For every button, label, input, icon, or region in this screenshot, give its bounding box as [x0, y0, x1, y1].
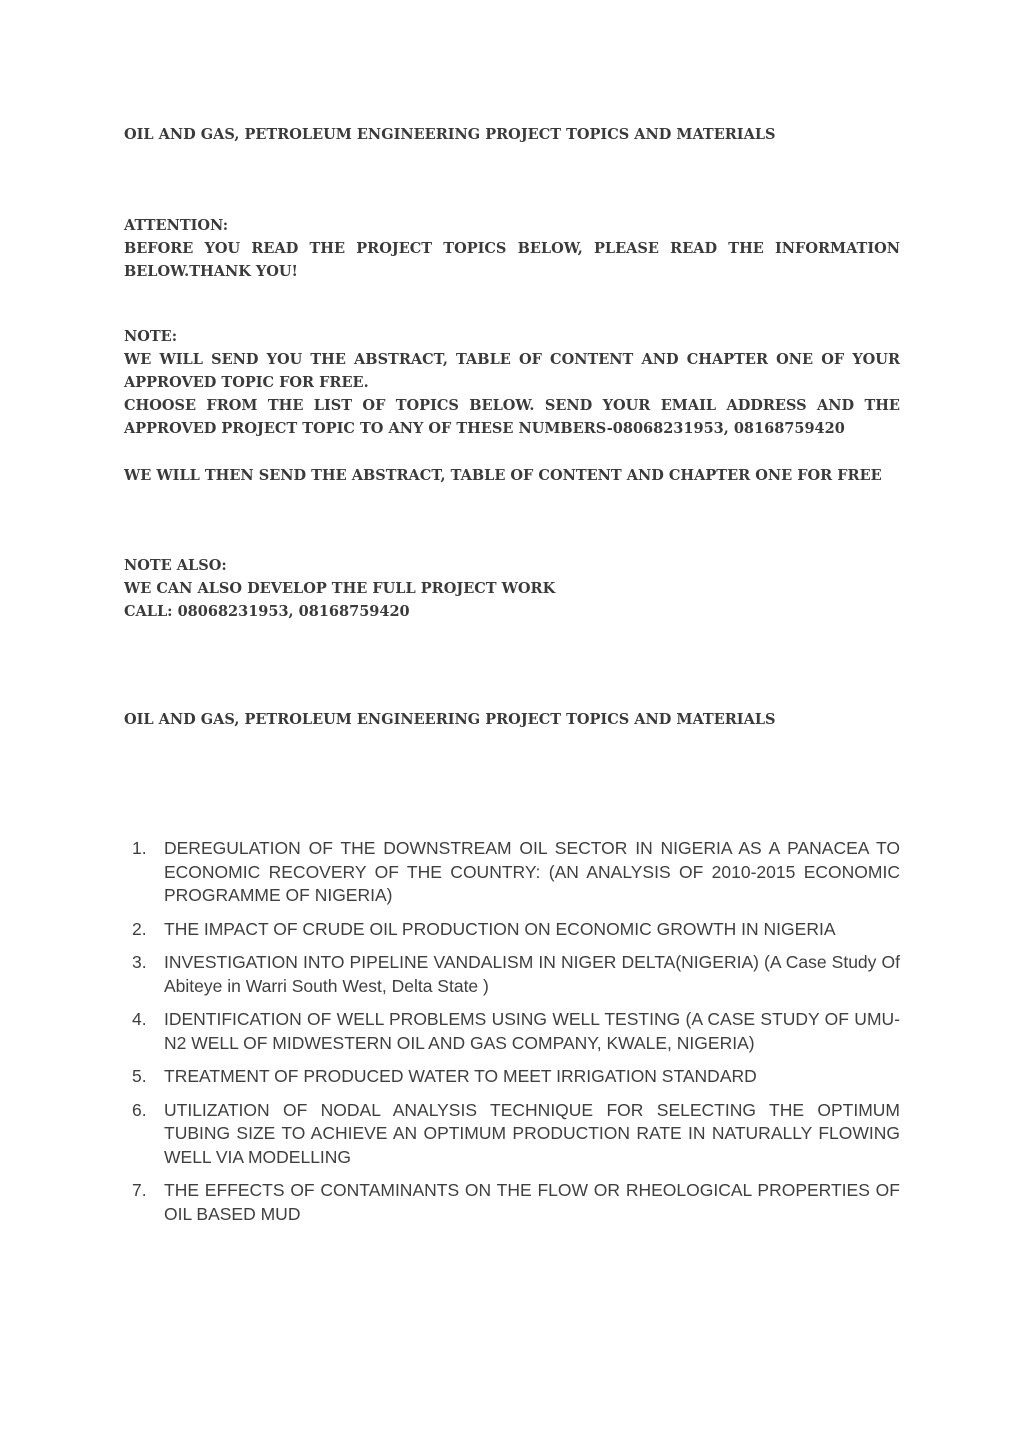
topic-list: [128, 837, 900, 1236]
note-also-line-2: CALL: 08068231953, 08168759420: [124, 603, 410, 620]
note-also-label: NOTE ALSO:: [124, 557, 227, 574]
list-item: [128, 951, 900, 998]
list-item-text: IDENTIFICATION OF WELL PROBLEMS USING WELL TESTING (A CASE STUDY OF UMU-N2 WELL OF MIDWESTERN OIL AND GAS COMPANY, KWALE, NIGERIA): [164, 1009, 900, 1053]
page-title: [124, 123, 900, 146]
list-item-number: 1.: [132, 838, 147, 858]
list-item: [128, 1099, 900, 1170]
attention-label: ATTENTION:: [124, 217, 229, 234]
note-line-3: WE WILL THEN SEND THE ABSTRACT, TABLE OF CONTENT AND CHAPTER ONE FOR FREE: [124, 467, 882, 484]
heading-second: OIL AND GAS, PETROLEUM ENGINEERING PROJECT TOPICS AND MATERIALS: [124, 711, 776, 728]
section-heading: [124, 708, 900, 731]
list-item-text: UTILIZATION OF NODAL ANALYSIS TECHNIQUE FOR SELECTING THE OPTIMUM TUBING SIZE TO ACHIEVE AN OPTIMUM PRODUCTION RATE IN NATURALLY FLOWING WELL VIA MODELLING: [164, 1099, 900, 1167]
list-item: [128, 1065, 900, 1089]
list-item-text: INVESTIGATION INTO PIPELINE VANDALISM IN NIGER DELTA(NIGERIA) (A Case Study Of Abiteye in Warri South West, Delta State ): [164, 952, 900, 996]
note-label: NOTE:: [124, 328, 178, 345]
list-item-text: TREATMENT OF PRODUCED WATER TO MEET IRRIGATION STANDARD: [164, 1066, 757, 1086]
note-section: [124, 325, 900, 440]
list-item-number: 4.: [132, 1009, 147, 1029]
heading-top: OIL AND GAS, PETROLEUM ENGINEERING PROJECT TOPICS AND MATERIALS: [124, 126, 776, 143]
list-item-text: DEREGULATION OF THE DOWNSTREAM OIL SECTOR IN NIGERIA AS A PANACEA TO ECONOMIC RECOVERY OF THE COUNTRY: (AN ANALYSIS OF 2010-2015 ECONOMIC PROGRAMME OF NIGERIA): [164, 838, 900, 905]
note-also-line-1: WE CAN ALSO DEVELOP THE FULL PROJECT WORK: [124, 580, 556, 597]
attention-text: BEFORE YOU READ THE PROJECT TOPICS BELOW, PLEASE READ THE INFORMATION BELOW.THANK YOU!: [124, 240, 900, 280]
list-item: [128, 837, 900, 908]
list-item: [128, 1179, 900, 1226]
list-item-number: 7.: [132, 1180, 147, 1200]
list-item: [128, 1008, 900, 1055]
list-item-text: THE IMPACT OF CRUDE OIL PRODUCTION ON ECONOMIC GROWTH IN NIGERIA: [164, 918, 836, 939]
list-item-number: 5.: [132, 1066, 147, 1086]
attention-section: [124, 214, 900, 283]
list-item: [128, 918, 900, 942]
list-item-number: 6.: [132, 1099, 147, 1120]
note-followup: [124, 464, 900, 487]
note-also-section: [124, 554, 900, 623]
note-line-1: WE WILL SEND YOU THE ABSTRACT, TABLE OF CONTENT AND CHAPTER ONE OF YOUR APPROVED TOPIC FOR FREE.: [124, 351, 900, 391]
list-item-text: THE EFFECTS OF CONTAMINANTS ON THE FLOW OR RHEOLOGICAL PROPERTIES OF OIL BASED MUD: [164, 1180, 900, 1224]
note-line-2: CHOOSE FROM THE LIST OF TOPICS BELOW. SEND YOUR EMAIL ADDRESS AND THE APPROVED PROJECT TOPIC TO ANY OF THESE NUMBERS-08068231953, 08168759420: [124, 397, 900, 437]
list-item-number: 3.: [132, 952, 147, 972]
list-item-number: 2.: [132, 918, 147, 939]
